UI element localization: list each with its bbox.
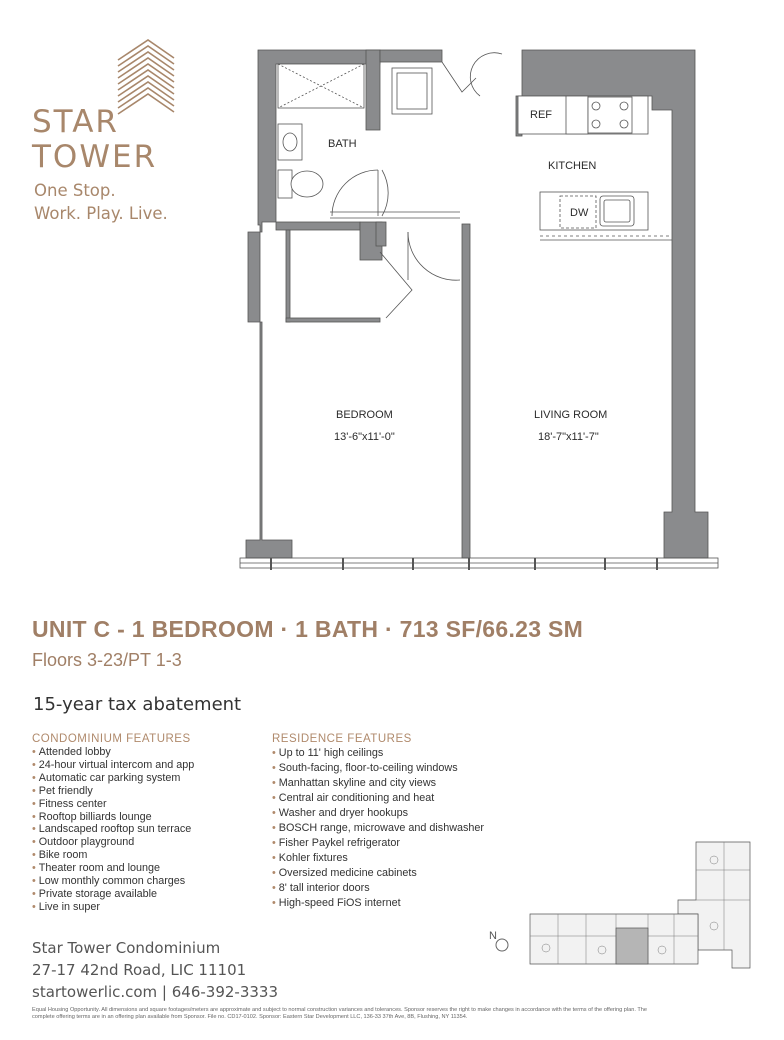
contact-address: 27-17 42nd Road, LIC 11101: [32, 961, 247, 979]
residence-features-list: [272, 746, 484, 912]
list-item: • Central air conditioning and heat: [272, 792, 435, 805]
list-item: • Fitness center: [32, 797, 107, 810]
list-item: • Bike room: [32, 849, 88, 862]
list-item: • Live in super: [32, 900, 100, 913]
brand-name-line1: STAR: [32, 104, 119, 140]
tagline-line1: One Stop.: [34, 181, 116, 200]
room-label-bedroom: BEDROOM: [336, 409, 393, 421]
list-item: • Low monthly common charges: [32, 875, 186, 888]
room-label-living: LIVING ROOM: [534, 409, 608, 421]
room-label-kitchen: KITCHEN: [548, 160, 597, 172]
list-item: • Kohler fixtures: [272, 852, 348, 865]
list-item: • 8' tall interior doors: [272, 882, 370, 895]
room-label-dw: DW: [570, 207, 589, 219]
logo-chevron-mark: [116, 36, 176, 122]
condominium-features: [32, 733, 194, 914]
building-key-plan: [528, 840, 752, 972]
room-dims-bedroom: 13'-6"x11'-0": [334, 431, 395, 443]
list-item: • Oversized medicine cabinets: [272, 867, 417, 880]
condo-features-list: [32, 746, 194, 914]
list-item: • Pet friendly: [32, 784, 93, 797]
list-item: • BOSCH range, microwave and dishwasher: [272, 822, 485, 835]
list-item: • 24-hour virtual intercom and app: [32, 758, 195, 771]
unit-title: UNIT C - 1 BEDROOM · 1 BATH · 713 SF/66.23 SM: [32, 616, 584, 642]
list-item: • Outdoor playground: [32, 836, 135, 849]
brand-name-line2: TOWER: [32, 139, 158, 175]
list-item: • Attended lobby: [32, 746, 111, 758]
floorplan-drawing: [236, 40, 720, 575]
list-item: • High-speed FiOS internet: [272, 897, 401, 910]
list-item: • Private storage available: [32, 887, 158, 900]
list-item: • Theater room and lounge: [32, 862, 161, 875]
room-label-ref: REF: [530, 109, 552, 121]
residence-features-heading: RESIDENCE FEATURES: [272, 733, 412, 745]
list-item: • Landscaped rooftop sun terrace: [32, 823, 192, 836]
north-arrow-icon: [488, 927, 510, 955]
unit-floors: Floors 3-23/PT 1-3: [32, 650, 182, 670]
list-item: • Automatic car parking system: [32, 771, 181, 784]
room-label-bath: BATH: [328, 138, 357, 150]
list-item: • Fisher Paykel refrigerator: [272, 837, 400, 850]
tax-abatement: 15-year tax abatement: [33, 694, 242, 715]
list-item: • Up to 11' high ceilings: [272, 747, 384, 759]
list-item: • Manhattan skyline and city views: [272, 777, 437, 790]
contact-name: Star Tower Condominium: [32, 939, 221, 957]
svg-text:N: N: [489, 930, 497, 942]
highlighted-unit: [616, 928, 648, 964]
room-dims-living: 18'-7"x11'-7": [538, 431, 599, 443]
condo-features-heading: CONDOMINIUM FEATURES: [32, 733, 191, 745]
residence-features: [272, 733, 484, 912]
tagline-line2: Work. Play. Live.: [34, 204, 168, 223]
contact-web-phone[interactable]: startowerlic.com | 646-392-3333: [32, 983, 279, 1001]
list-item: • South-facing, floor-to-ceiling windows: [272, 762, 458, 775]
list-item: • Rooftop billiards lounge: [32, 810, 152, 823]
legal-disclaimer: Equal Housing Opportunity. All dimensions and square footages/meters are approximate and subject to normal construction variances and tolerances. Sponsor reserves the right to make changes in accordance with the terms of the offering plan. The complete offering terms are in an offering plan available from Sponsor. File no. CD17-0102. Sponsor: Eastern Star Development LLC, 136-33 37th Ave, 8B, Flushing, NY 11354.: [32, 1007, 648, 1021]
list-item: • Washer and dryer hookups: [272, 807, 409, 820]
